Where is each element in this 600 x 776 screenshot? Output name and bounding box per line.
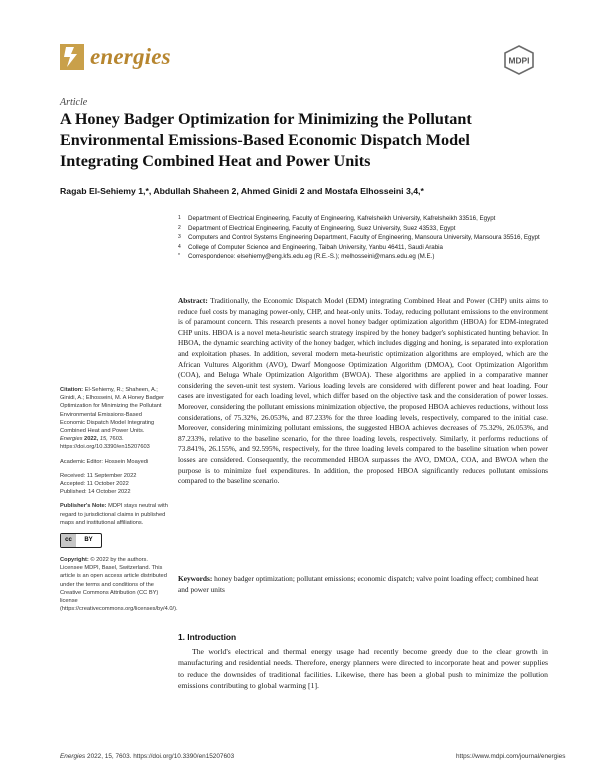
article-sidebar: [60, 386, 178, 619]
citation-doi[interactable]: 7603. https://doi.org/10.3390/en15207603: [60, 436, 150, 451]
article-title: A Honey Badger Optimization for Minimizing the Pollutant Environmental Emissions-Based Economic Dispatch Model Integrating Combined Heat and Power Units: [60, 110, 472, 170]
keywords-text: honey badger optimization; pollutant emissions; economic dispatch; valve point loading effect; combined heat and power units: [178, 574, 539, 594]
footer-citation[interactable]: [60, 753, 234, 760]
creative-commons-badge[interactable]: [60, 533, 102, 548]
copyright-notice: [60, 556, 178, 613]
citation-text: El-Sehiemy, R.; Shaheen, A.; Ginidi, A.; Elhosseini, M. A Honey Badger Optimization for Minimizing the Pollutant Environmental Emissions-Based Economic Dispatch Model Integrating Combined Heat and Power Units.: [60, 387, 165, 435]
abstract-label: Abstract:: [178, 296, 208, 305]
published-date: Published: 14 October 2022: [60, 489, 131, 496]
accepted-date: Accepted: 11 October 2022: [60, 481, 129, 488]
citation-volume: 15,: [99, 436, 108, 443]
abstract: [178, 296, 548, 487]
publisher-note-text: MDPI stays neutral with regard to jurisdictional claims in published maps and institutional affiliations.: [60, 503, 168, 526]
affiliation-number: 3: [178, 234, 181, 240]
keywords-label: Keywords:: [178, 574, 213, 583]
academic-editor: Academic Editor: Hossein Moayedi: [60, 458, 149, 465]
cc-icon: cc: [61, 534, 76, 547]
citation-journal: Energies: [60, 436, 83, 443]
publisher-note-label: Publisher's Note:: [60, 503, 107, 510]
affiliation-number: *: [178, 253, 180, 259]
affiliation-number: 1: [178, 215, 181, 221]
correspondence[interactable]: [178, 252, 548, 262]
received-date: Received: 11 September 2022: [60, 472, 137, 479]
article-type: Article: [60, 97, 88, 108]
affiliation-text: College of Computer Science and Engineering, Taibah University, Yanbu 46411, Saudi Arabia: [188, 243, 443, 251]
affiliation-item: [178, 224, 548, 234]
lightning-bolt-icon: [60, 44, 84, 70]
affiliation-number: 4: [178, 243, 181, 250]
journal-name: energies: [90, 44, 171, 69]
mdpi-logo-text: MDPI: [508, 55, 530, 66]
affiliation-item: [178, 214, 548, 224]
citation-year: 2022,: [84, 436, 99, 443]
copyright-label: Copyright:: [60, 557, 89, 564]
citation-block: [60, 386, 168, 452]
footer-journal-url[interactable]: https://www.mdpi.com/journal/energies: [456, 753, 566, 760]
section-heading: 1. Introduction: [178, 632, 237, 642]
footer-journal: Energies: [60, 753, 86, 760]
journal-logo[interactable]: [60, 44, 171, 70]
affiliation-text: Computers and Control Systems Engineering Department, Faculty of Engineering, Mansoura University, Mansoura 35516, Egypt: [188, 234, 540, 241]
affiliation-text: Department of Electrical Engineering, Faculty of Engineering, Suez University, Suez 43533, Egypt: [188, 224, 456, 232]
affiliation-text: Department of Electrical Engineering, Faculty of Engineering, Kafrelsheikh University, Kafrelsheikh 33516, Egypt: [188, 215, 496, 222]
introduction-paragraph: The world's electrical and thermal energy usage had recently become greedy due to the clear growth in manufacturing and residential needs. Therefore, energy planners were directed to incorporate heat and power supplies to reduce the downsides of traditional facilities. Likewise, there has been a global push to minimize the pollution emissions contributing to global warming [1].: [178, 647, 548, 691]
by-icon: BY: [84, 537, 93, 544]
author-list: Ragab El-Sehiemy 1,*, Abdullah Shaheen 2, Ahmed Ginidi 2 and Mostafa Elhosseini 3,4,*: [60, 186, 424, 196]
publication-dates: [60, 472, 168, 497]
keywords: [178, 574, 548, 595]
copyright-text: © 2022 by the authors. Licensee MDPI, Basel, Switzerland. This article is an open access article distributed under the terms and conditions of the Creative Commons Attribution (CC BY) license (https://creativecommons.org/licenses/by/4.0/).: [60, 557, 178, 613]
mdpi-logo[interactable]: [503, 45, 535, 75]
publisher-note: [60, 502, 168, 527]
affiliation-text: Correspondence: elsehiemy@eng.kfs.edu.eg (R.E.-S.); melhosseini@mans.edu.eg (M.E.): [188, 253, 435, 260]
affiliation-number: 2: [178, 224, 181, 231]
affiliation-item: [178, 233, 548, 243]
footer-citation-text: 2022, 15, 7603. https://doi.org/10.3390/en15207603: [87, 753, 235, 760]
abstract-text: Traditionally, the Economic Dispatch Model (EDM) integrating Combined Heat and Power (CHP) units aims to reduce fuel costs by managing power-only, CHP, and heat-only units. Today, reducing pollutant emissions to the environment is of paramount concern. This research presents a novel honey badger optimization algorithm (HBOA) for EDM-integrated CHP units. HBOA is a novel meta-heuristic search strategy inspired by the honey badger's sophisticated hunting behavior. In HBOA, the dynamic searching activity of the honey badger, which includes digging and honing, is separated into exploration and exploitation phases. In addition, several modern meta-heuristic optimization algorithms are employed, which are the African Vultures Algorithm (AVO), Dwarf Mongoose Optimization Algorithm (DMOA), Coot Optimization Algorithm (COA), and Beluga Whale Optimization Algorithm (BWOA). These algorithms are applied in a comparative manner considering the seven-unit test system. Various loading levels are considered with different power and heat loading. Four cases are investigated for each loading level, which differ based on the objective task and the consideration of power losses. Moreover, considering the pollutant emissions minimization objective, the proposed HBOA achieves reductions, without loss considerations, of 75.32%, 26.053%, and 87.233% for the three loading levels, respectively, compared to the initial case. Moreover, considering minimizing pollutant emissions, the suggested HBOA achieves decreases of 75.32%, 26.053%, and 87.233%, relative to the baseline scenario, for the three loading levels, respectively. Similarly, it performs reductions of 73.841%, 26.155%, and 92.595%, respectively, for the three loading levels compared to the baseline situation when power losses are considered. Consequently, the recommended HBOA surpasses the AVO, DMOA, COA, and BWOA when the purpose is to minimize fuel expenditures. In addition, the proposed HBOA significantly reduces pollutant emissions compared to the baseline scenario.: [178, 296, 548, 486]
affiliation-item: [178, 243, 548, 253]
citation-label: Citation:: [60, 387, 84, 393]
affiliations: [178, 214, 548, 262]
